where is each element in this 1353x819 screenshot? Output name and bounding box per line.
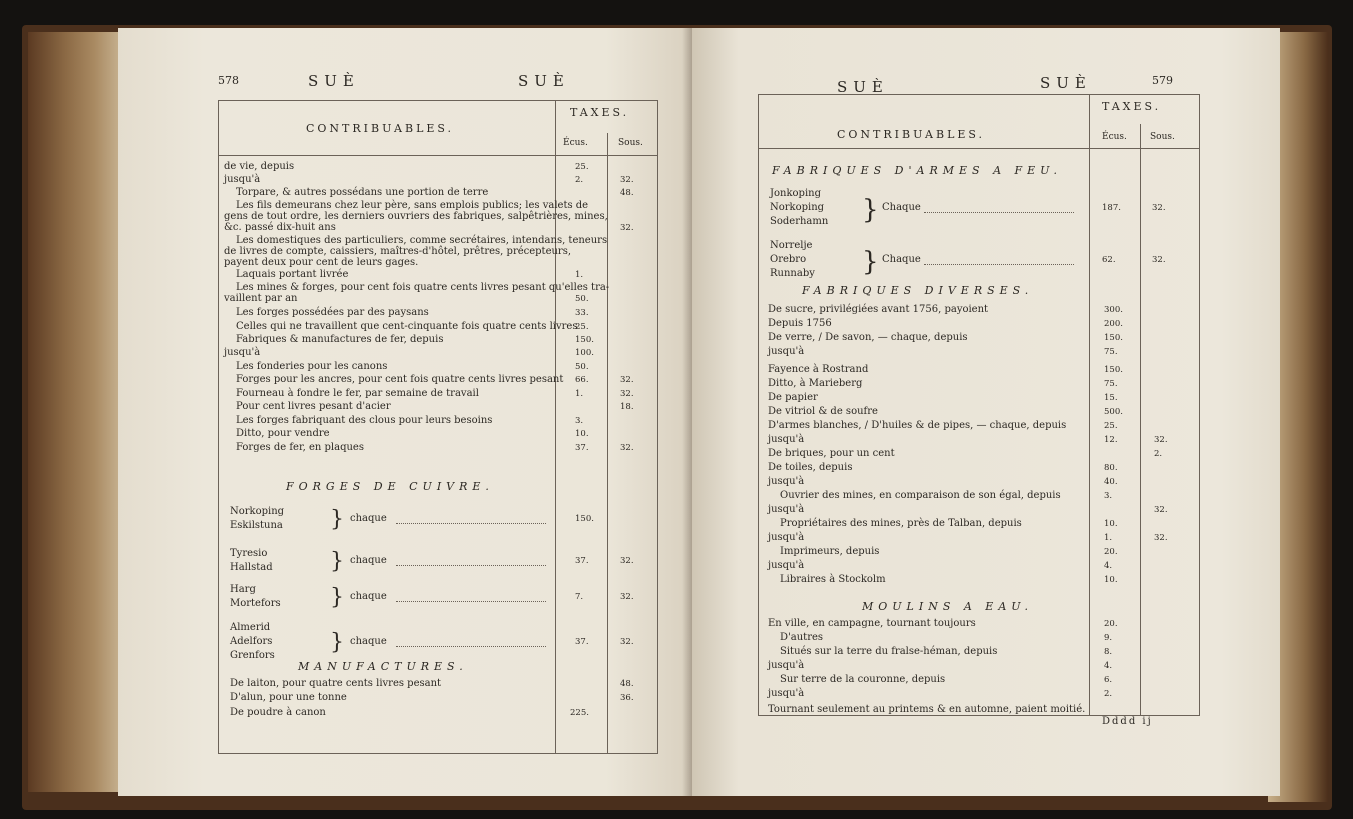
ecus-value: 12.: [1104, 435, 1118, 445]
ecus-value: 66.: [575, 375, 589, 385]
ecus-value: 20.: [1104, 619, 1118, 629]
sous-value: 48.: [620, 188, 634, 198]
row-text: Celles qui ne travaillent que cent-cinquante fois quatre cents livres: [236, 321, 578, 332]
ecus-value: 25.: [575, 322, 589, 332]
ecus-value: 1.: [575, 270, 584, 280]
sous-header: Sous.: [618, 138, 643, 148]
row-text: de vie, depuis: [224, 161, 295, 172]
group-brace: }: [330, 630, 344, 655]
row-text: jusqu'à: [768, 688, 805, 699]
sous-value: 32.: [620, 389, 634, 399]
row-text: D'autres: [780, 632, 824, 643]
row-text: D'armes blanches, / D'huiles & de pipes, — chaque, depuis: [768, 420, 1067, 431]
ecus-value: 37.: [575, 637, 589, 647]
place-name: Grenfors: [230, 650, 275, 661]
footer-note: Tournant seulement au printems & en automne, paient moitié.: [768, 704, 1086, 715]
row-text: Fayence à Rostrand: [768, 364, 869, 375]
row-text: De poudre à canon: [230, 707, 326, 718]
ecus-value: 10.: [1104, 575, 1118, 585]
signature-mark: Dddd ij: [1102, 716, 1153, 727]
row-text: D'alun, pour une tonne: [230, 692, 347, 703]
row-text: jusqu'à: [768, 346, 805, 357]
sous-value: 32.: [620, 223, 634, 233]
sous-value: 32.: [620, 443, 634, 453]
sous-value: 32.: [1152, 203, 1166, 213]
place-name: Soderhamn: [770, 216, 829, 227]
ecus-value: 40.: [1104, 477, 1118, 487]
ecus-value: 500.: [1104, 407, 1123, 417]
left-page: [118, 28, 692, 796]
place-name: Adelfors: [230, 636, 273, 647]
sous-value: 32.: [620, 175, 634, 185]
ecus-value: 75.: [1104, 347, 1118, 357]
running-head: SUÈ: [1040, 74, 1092, 92]
row-text: Les fonderies pour les canons: [236, 361, 388, 372]
right-page: [692, 28, 1280, 796]
contributors-header: CONTRIBUABLES.: [837, 128, 986, 141]
ecus-value: 200.: [1104, 319, 1123, 329]
row-text: payent deux pour cent de leurs gages.: [224, 257, 419, 268]
sous-value: 36.: [620, 693, 634, 703]
ecus-value: 150.: [1104, 365, 1123, 375]
sous-value: 32.: [620, 592, 634, 602]
place-name: Runnaby: [770, 268, 815, 279]
ecus-header: Écus.: [1102, 132, 1127, 142]
ecus-value: 150.: [1104, 333, 1123, 343]
sous-header: Sous.: [1150, 132, 1175, 142]
ecus-value: 6.: [1104, 675, 1113, 685]
ecus-value: 150.: [575, 335, 594, 345]
group-label: chaque: [350, 513, 387, 524]
ecus-value: 15.: [1104, 393, 1118, 403]
left-page-edges: [28, 32, 123, 792]
row-text: jusqu'à: [768, 504, 805, 515]
group-label: chaque: [350, 636, 387, 647]
place-name: Almerid: [230, 622, 271, 633]
place-name: Eskilstuna: [230, 520, 283, 531]
section-title: FORGES DE CUIVRE.: [286, 480, 494, 493]
ecus-value: 4.: [1104, 561, 1113, 571]
ecus-value: 150.: [575, 514, 594, 524]
group-label: chaque: [350, 591, 387, 602]
row-text: gens de tout ordre, les derniers ouvriers des fabriques, salpêtrières, mines,: [224, 211, 608, 222]
sous-value: 2.: [1154, 449, 1163, 459]
dot-leader: [396, 601, 546, 602]
group-brace: }: [862, 195, 879, 225]
group-label: chaque: [350, 555, 387, 566]
sous-value: 32.: [1154, 505, 1168, 515]
ecus-value: 25.: [1104, 421, 1118, 431]
ecus-value: 3.: [1104, 491, 1113, 501]
ecus-value: 7.: [575, 592, 584, 602]
row-text: jusqu'à: [768, 560, 805, 571]
dot-leader: [924, 212, 1074, 213]
group-brace: }: [330, 507, 344, 532]
row-text: De sucre, privilégiées avant 1756, payoient: [768, 304, 989, 315]
group-brace: }: [330, 549, 344, 574]
row-text: De laiton, pour quatre cents livres pesant: [230, 678, 442, 689]
page-number: 579: [1152, 74, 1173, 87]
taxes-header: TAXES.: [570, 106, 630, 119]
row-text: Situés sur la terre du fralse-héman, depuis: [780, 646, 998, 657]
running-head: SUÈ: [837, 78, 889, 96]
ecus-value: 50.: [575, 362, 589, 372]
ecus-value: 50.: [575, 294, 589, 304]
ecus-value: 187.: [1102, 203, 1121, 213]
row-text: De papier: [768, 392, 818, 403]
sous-value: 32.: [620, 375, 634, 385]
ecus-value: 62.: [1102, 255, 1116, 265]
ecus-value: 33.: [575, 308, 589, 318]
taxes-header: TAXES.: [1102, 100, 1162, 113]
row-text: jusqu'à: [224, 347, 261, 358]
row-text: Les forges possédées par des paysans: [236, 307, 429, 318]
sous-value: 32.: [1152, 255, 1166, 265]
row-text: De vitriol & de soufre: [768, 406, 878, 417]
ecus-value: 10.: [575, 429, 589, 439]
row-text: Les fils demeurans chez leur père, sans emplois publics; les valets de: [236, 200, 589, 211]
row-text: Pour cent livres pesant d'acier: [236, 401, 391, 412]
page-number: 578: [218, 74, 239, 87]
ecus-value: 3.: [575, 416, 584, 426]
dot-leader: [396, 565, 546, 566]
row-text: Libraires à Stockolm: [780, 574, 886, 585]
row-text: jusqu'à: [768, 660, 805, 671]
tax-table: [218, 100, 658, 754]
ecus-value: 2.: [575, 175, 584, 185]
ecus-header: Écus.: [563, 138, 588, 148]
place-name: Mortefors: [230, 598, 281, 609]
contributors-header: CONTRIBUABLES.: [306, 122, 455, 135]
row-text: Fabriques & manufactures de fer, depuis: [236, 334, 444, 345]
row-text: Les forges fabriquant des clous pour leurs besoins: [236, 415, 493, 426]
sous-value: 18.: [620, 402, 634, 412]
ecus-value: 4.: [1104, 661, 1113, 671]
place-name: Norrelje: [770, 240, 813, 251]
ecus-value: 75.: [1104, 379, 1118, 389]
row-text: Fourneau à fondre le fer, par semaine de travail: [236, 388, 479, 399]
place-name: Norkoping: [230, 506, 285, 517]
row-text: &c. passé dix-huit ans: [224, 222, 336, 233]
ecus-value: 100.: [575, 348, 594, 358]
row-text: Les mines & forges, pour cent fois quatre cents livres pesant qu'elles tra-: [236, 282, 610, 293]
place-name: Tyresio: [230, 548, 268, 559]
place-name: Hallstad: [230, 562, 273, 573]
section-title: FABRIQUES D'ARMES A FEU.: [772, 164, 1062, 177]
sous-value: 32.: [620, 637, 634, 647]
dot-leader: [924, 264, 1074, 265]
row-text: jusqu'à: [768, 434, 805, 445]
ecus-value: 225.: [570, 708, 589, 718]
section-title: FABRIQUES DIVERSES.: [802, 284, 1034, 297]
ecus-value: 20.: [1104, 547, 1118, 557]
place-name: Orebro: [770, 254, 807, 265]
row-text: jusqu'à: [224, 174, 261, 185]
row-text: Sur terre de la couronne, depuis: [780, 674, 946, 685]
row-text: jusqu'à: [768, 532, 805, 543]
ecus-value: 9.: [1104, 633, 1113, 643]
group-label: Chaque: [882, 254, 921, 265]
row-text: De verre, / De savon, — chaque, depuis: [768, 332, 968, 343]
row-text: Depuis 1756: [768, 318, 832, 329]
row-text: En ville, en campagne, tournant toujours: [768, 618, 976, 629]
place-name: Norkoping: [770, 202, 825, 213]
ecus-value: 25.: [575, 162, 589, 172]
row-text: jusqu'à: [768, 476, 805, 487]
row-text: vaillent par an: [224, 293, 298, 304]
place-name: Harg: [230, 584, 256, 595]
ecus-value: 37.: [575, 443, 589, 453]
sous-value: 48.: [620, 679, 634, 689]
row-text: De toiles, depuis: [768, 462, 853, 473]
sous-value: 32.: [620, 556, 634, 566]
ecus-value: 80.: [1104, 463, 1118, 473]
ecus-value: 1.: [575, 389, 584, 399]
dot-leader: [396, 523, 546, 524]
row-text: Ditto, à Marieberg: [768, 378, 863, 389]
ecus-value: 8.: [1104, 647, 1113, 657]
row-text: De briques, pour un cent: [768, 448, 895, 459]
section-title: MOULINS A EAU.: [862, 600, 1034, 613]
row-text: Forges de fer, en plaques: [236, 442, 364, 453]
ecus-value: 37.: [575, 556, 589, 566]
section-title: MANUFACTURES.: [298, 660, 468, 673]
row-text: Les domestiques des particuliers, comme secrétaires, intendans, teneurs: [236, 235, 608, 246]
dot-leader: [396, 646, 546, 647]
row-text: Forges pour les ancres, pour cent fois quatre cents livres pesant: [236, 374, 564, 385]
running-head: SUÈ: [308, 72, 360, 90]
row-text: Laquais portant livrée: [236, 269, 349, 280]
ecus-value: 2.: [1104, 689, 1113, 699]
row-text: Imprimeurs, depuis: [780, 546, 880, 557]
row-text: Ditto, pour vendre: [236, 428, 330, 439]
running-head: SUÈ: [518, 72, 570, 90]
sous-value: 32.: [1154, 533, 1168, 543]
group-brace: }: [330, 585, 344, 610]
ecus-value: 10.: [1104, 519, 1118, 529]
row-text: Ouvrier des mines, en comparaison de son égal, depuis: [780, 490, 1061, 501]
ecus-value: 1.: [1104, 533, 1113, 543]
group-label: Chaque: [882, 202, 921, 213]
row-text: Torpare, & autres possédans une portion de terre: [236, 187, 489, 198]
row-text: de livres de compte, caissiers, maîtres-d'hôtel, prêtres, précepteurs,: [224, 246, 572, 257]
row-text: Propriétaires des mines, près de Talban, depuis: [780, 518, 1022, 529]
group-brace: }: [862, 247, 879, 277]
place-name: Jonkoping: [770, 188, 821, 199]
ecus-value: 300.: [1104, 305, 1123, 315]
sous-value: 32.: [1154, 435, 1168, 445]
